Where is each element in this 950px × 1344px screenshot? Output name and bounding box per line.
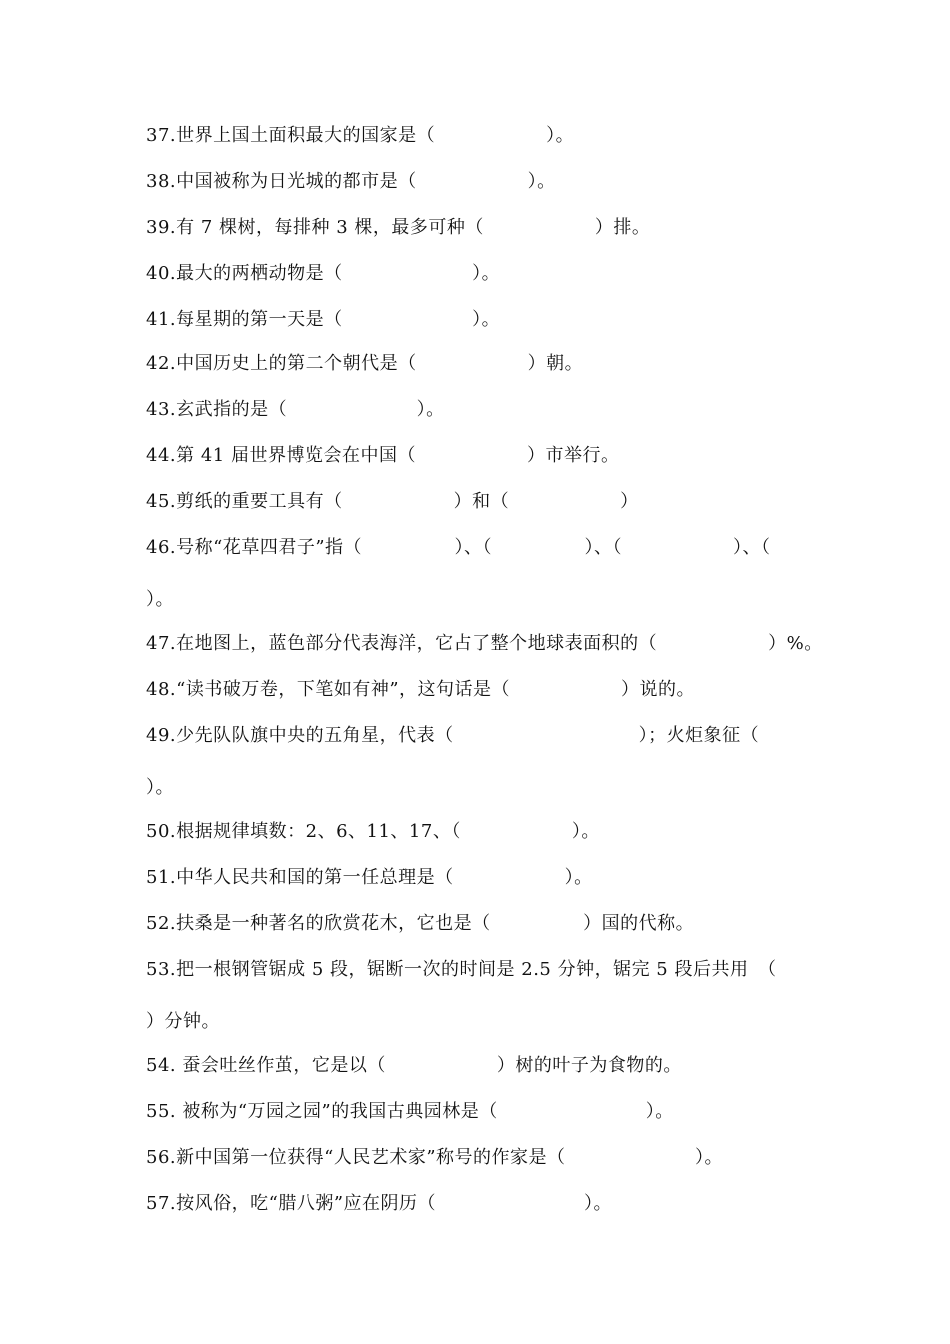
question-47: 47.在地图上，蓝色部分代表海洋，它占了整个地球表面积的（ ）%。 (146, 633, 823, 654)
question-37: 37.世界上国土面积最大的国家是（ ）。 (146, 125, 575, 146)
question-40: 40.最大的两栖动物是（ ）。 (146, 263, 501, 284)
question-45: 45.剪纸的重要工具有（ ）和（ ） (146, 491, 639, 512)
question-38: 38.中国被称为日光城的都市是（ ）。 (146, 171, 556, 192)
question-42: 42.中国历史上的第二个朝代是（ ）朝。 (146, 353, 584, 374)
question-46-line-1: 46.号称“花草四君子”指（ ）、（ ）、（ ）、（ (146, 537, 771, 558)
question-49-line-2: ）。 (146, 777, 174, 798)
question-48: 48.“读书破万卷，下笔如有神”，这句话是（ ）说的。 (146, 679, 696, 700)
question-50: 50.根据规律填数：2、6、11、17、（ ）。 (146, 821, 600, 842)
question-57: 57.按风俗，吃“腊八粥”应在阴历（ ）。 (146, 1193, 613, 1214)
question-53-line-1: 53.把一根钢管锯成 5 段，锯断一次的时间是 2.5 分钟，锯完 5 段后共用 （ (146, 959, 777, 980)
question-53-line-2: ）分钟。 (146, 1011, 220, 1032)
question-41: 41.每星期的第一天是（ ）。 (146, 309, 501, 330)
question-43: 43.玄武指的是（ ）。 (146, 399, 445, 420)
question-51: 51.中华人民共和国的第一任总理是（ ）。 (146, 867, 593, 888)
question-39: 39.有 7 棵树，每排种 3 棵，最多可种（ ）排。 (146, 217, 651, 238)
question-44: 44.第 41 届世界博览会在中国（ ）市举行。 (146, 445, 620, 466)
question-56: 56.新中国第一位获得“人民艺术家”称号的作家是（ ）。 (146, 1147, 724, 1168)
question-54: 54. 蚕会吐丝作茧，它是以（ ）树的叶子为食物的。 (146, 1055, 682, 1076)
question-52: 52.扶桑是一种著名的欣赏花木，它也是（ ）国的代称。 (146, 913, 695, 934)
question-46-line-2: ）。 (146, 589, 174, 610)
question-49-line-1: 49.少先队队旗中央的五角星，代表（ ）；火炬象征（ (146, 725, 760, 746)
question-55: 55. 被称为“万园之园”的我国古典园林是（ ）。 (146, 1101, 674, 1122)
